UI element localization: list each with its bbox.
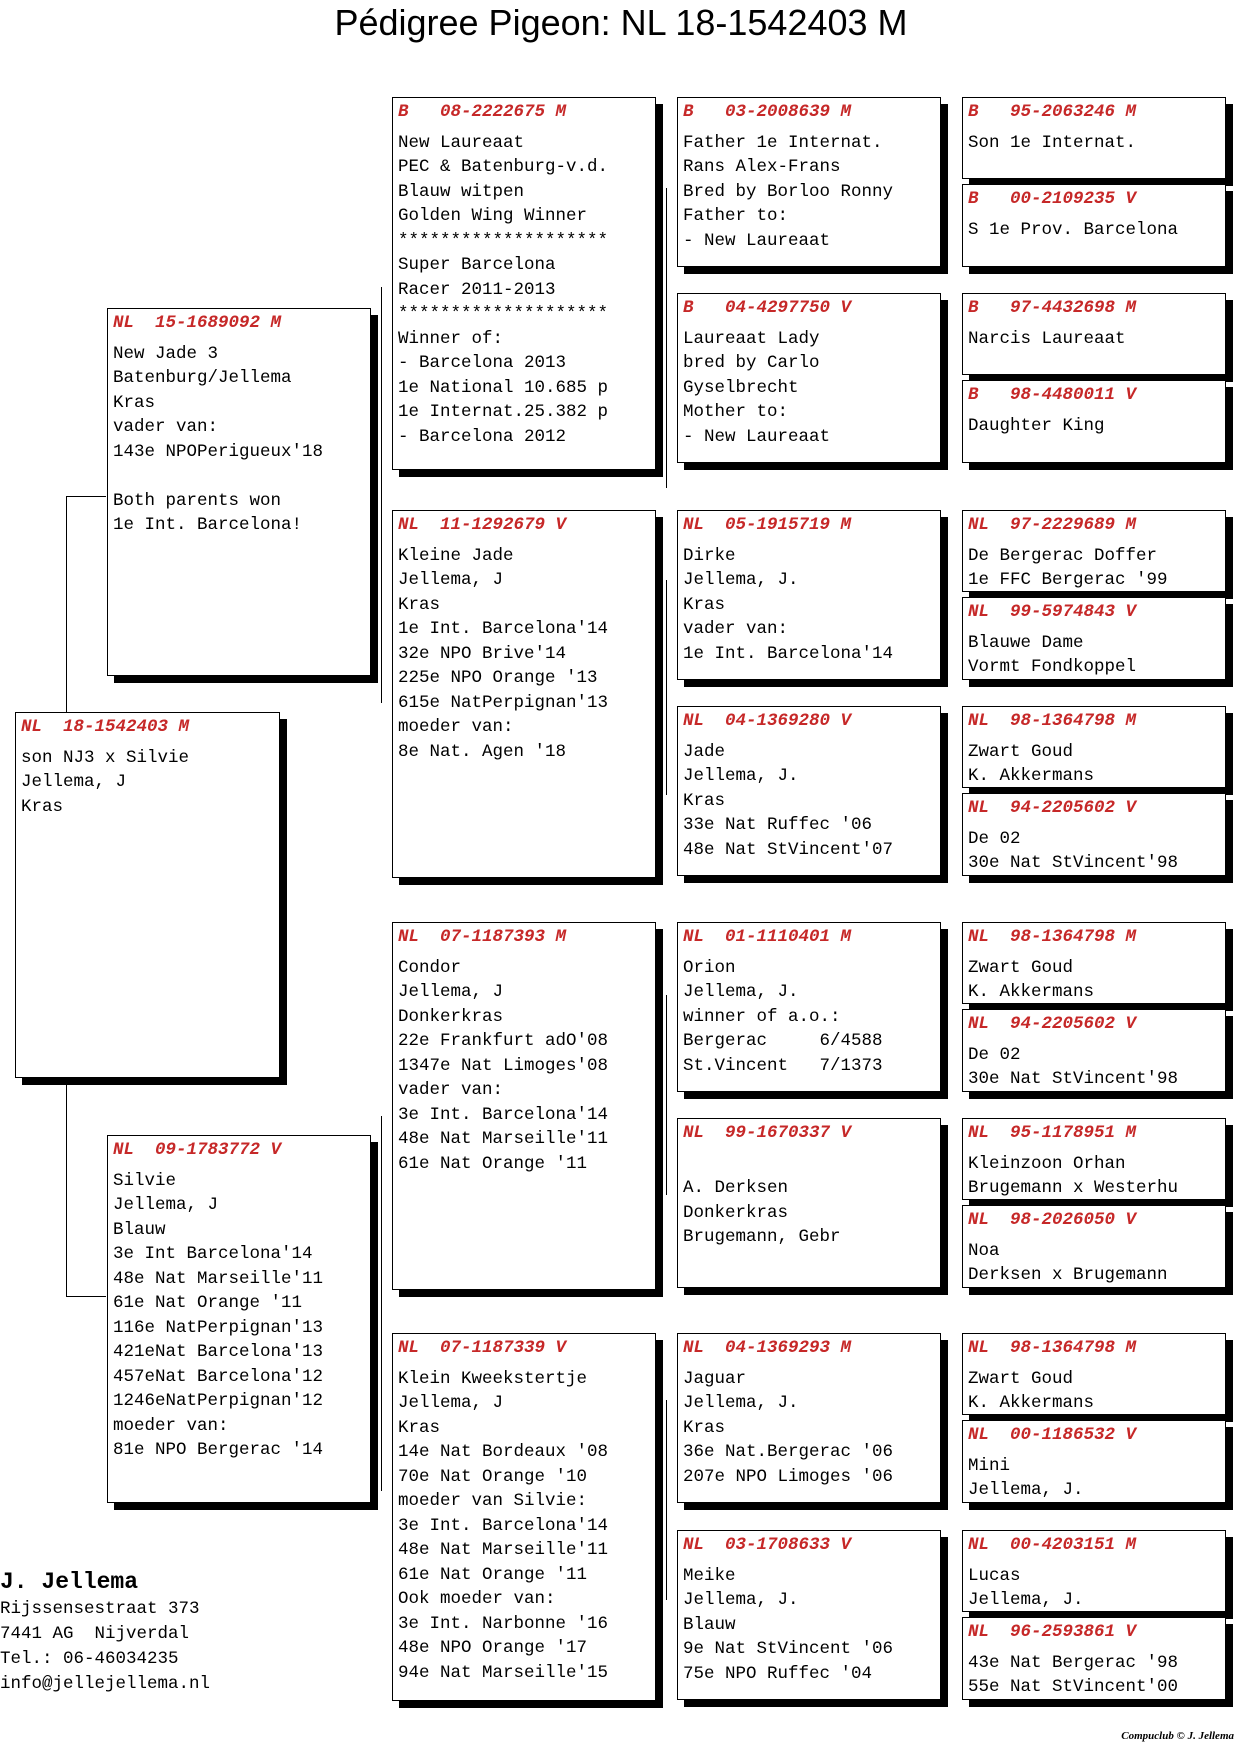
pedigree-line: Brugemann, Gebr bbox=[683, 1227, 841, 1247]
ring-number: NL 94-2205602 V bbox=[968, 1014, 1137, 1034]
ring-number: B 04-4297750 V bbox=[683, 298, 852, 318]
pedigree-line: PEC & Batenburg-v.d. bbox=[398, 157, 609, 177]
pedigree-line: 457eNat Barcelona'12 bbox=[113, 1366, 324, 1387]
pigeon-card bbox=[962, 706, 1226, 788]
ring-number: B 08-2222675 M bbox=[398, 102, 567, 122]
pedigree-line: 1e Int. Barcelona'14 bbox=[398, 619, 609, 639]
credit-text: Compuclub © J. Jellema bbox=[1121, 1730, 1234, 1742]
pigeon-card bbox=[962, 1118, 1226, 1200]
pedigree-line: 9e Nat StVincent '06 bbox=[683, 1639, 894, 1659]
pedigree-line: 1347e Nat Limoges'08 bbox=[398, 1055, 609, 1076]
pedigree-line: De 02 bbox=[968, 1044, 1021, 1065]
pedigree-line: 32e NPO Brive'14 bbox=[398, 643, 567, 664]
pedigree-line: Bred by Borloo Ronny bbox=[683, 181, 894, 202]
pigeon-card bbox=[677, 97, 941, 267]
pedigree-line: 14e Nat Bordeaux '08 bbox=[398, 1442, 609, 1462]
pedigree-line: 225e NPO Orange '13 bbox=[398, 668, 598, 688]
pigeon-card bbox=[962, 1333, 1226, 1415]
pedigree-line: Donkerkras bbox=[398, 1006, 504, 1027]
ring-number: NL 18-1542403 M bbox=[21, 717, 190, 737]
pedigree-line: Both parents won bbox=[113, 490, 282, 511]
pedigree-line: Batenburg/Jellema bbox=[113, 368, 292, 388]
pedigree-line: 48e Nat Marseille'11 bbox=[113, 1268, 324, 1289]
ring-number: B 95-2063246 M bbox=[968, 102, 1137, 122]
pedigree-line: 36e Nat.Bergerac '06 bbox=[683, 1442, 894, 1462]
pedigree-line: moeder van: bbox=[398, 717, 514, 737]
pedigree-line: 61e Nat Orange '11 bbox=[398, 1564, 588, 1585]
pedigree-line: Kras bbox=[398, 594, 441, 615]
ring-number: NL 07-1187393 M bbox=[398, 927, 567, 947]
pedigree-line: 75e NPO Ruffec '04 bbox=[683, 1663, 873, 1684]
ring-number: NL 95-1178951 M bbox=[968, 1123, 1137, 1143]
ring-number: NL 96-2593861 V bbox=[968, 1622, 1137, 1642]
pedigree-line: Kleinzoon Orhan bbox=[968, 1153, 1126, 1174]
pedigree-line: moeder van: bbox=[113, 1415, 229, 1436]
pigeon-card bbox=[677, 1118, 941, 1288]
page-title: Pédigree Pigeon: NL 18-1542403 M bbox=[334, 2, 908, 43]
ring-number: NL 98-2026050 V bbox=[968, 1210, 1137, 1230]
pedigree-line: winner of a.o.: bbox=[683, 1006, 841, 1027]
ring-number: NL 09-1783772 V bbox=[113, 1140, 282, 1160]
pedigree-line: Brugemann x Westerhu bbox=[968, 1178, 1179, 1198]
pedigree-line: Orion bbox=[683, 957, 736, 978]
pedigree-line: Blauwe Dame bbox=[968, 632, 1084, 653]
connector-line bbox=[666, 1400, 667, 1600]
pedigree-line: Blauw bbox=[113, 1219, 166, 1240]
pedigree-line: Father to: bbox=[683, 206, 789, 226]
pedigree-line: ******************** bbox=[398, 230, 609, 251]
pedigree-line: bred by Carlo bbox=[683, 353, 820, 373]
pedigree-line: Mother to: bbox=[683, 402, 789, 422]
pedigree-line: 1e National 10.685 p bbox=[398, 377, 609, 398]
pedigree-line: 116e NatPerpignan'13 bbox=[113, 1317, 324, 1338]
pedigree-line: Daughter King bbox=[968, 415, 1105, 436]
breeder-info bbox=[0, 1567, 210, 1697]
pedigree-line: 1e FFC Bergerac '99 bbox=[968, 570, 1168, 590]
pedigree-line: K. Akkermans bbox=[968, 1393, 1095, 1413]
pedigree-line: 1e Internat.25.382 p bbox=[398, 402, 609, 422]
pedigree-line: Ook moeder van: bbox=[398, 1589, 556, 1609]
connector-line bbox=[666, 188, 667, 488]
ring-number: B 00-2109235 V bbox=[968, 189, 1137, 209]
pedigree-line: - New Laureaat bbox=[683, 230, 831, 251]
pedigree-line: 3e Int Barcelona'14 bbox=[113, 1244, 313, 1264]
connector-line bbox=[381, 287, 382, 703]
pedigree-line: Son 1e Internat. bbox=[968, 132, 1137, 153]
pigeon-card bbox=[962, 922, 1226, 1004]
ring-number: B 03-2008639 M bbox=[683, 102, 852, 122]
pedigree-line bbox=[113, 464, 365, 489]
pigeon-card bbox=[677, 706, 941, 876]
pigeon-card bbox=[107, 308, 371, 676]
ring-number: NL 99-5974843 V bbox=[968, 602, 1137, 622]
ring-number: B 98-4480011 V bbox=[968, 385, 1137, 405]
pedigree-line: 1246eNatPerpignan'12 bbox=[113, 1391, 324, 1411]
pigeon-card bbox=[962, 380, 1226, 463]
pedigree-line: vader van: bbox=[683, 619, 789, 639]
pedigree-line: Condor bbox=[398, 957, 462, 978]
pigeon-card bbox=[677, 922, 941, 1092]
pedigree-line: 615e NatPerpignan'13 bbox=[398, 692, 609, 713]
pigeon-card bbox=[392, 1333, 656, 1701]
pedigree-line: 61e Nat Orange '11 bbox=[398, 1153, 588, 1174]
pedigree-line: Jellema, J. bbox=[683, 766, 799, 786]
pedigree-line: 94e Nat Marseille'15 bbox=[398, 1662, 609, 1683]
pedigree-line: 48e Nat Marseille'11 bbox=[398, 1129, 609, 1149]
pedigree-line: Dirke bbox=[683, 545, 736, 566]
pedigree-line: K. Akkermans bbox=[968, 982, 1095, 1002]
pedigree-line: Golden Wing Winner bbox=[398, 206, 588, 226]
pedigree-line: 30e Nat StVincent'98 bbox=[968, 1069, 1179, 1089]
ring-number: NL 07-1187339 V bbox=[398, 1338, 567, 1358]
pigeon-card bbox=[962, 793, 1226, 876]
pigeon-card bbox=[962, 184, 1226, 267]
ring-number: NL 98-1364798 M bbox=[968, 1338, 1137, 1358]
pedigree-line: 3e Int. Barcelona'14 bbox=[398, 1515, 609, 1536]
pedigree-line: - New Laureaat bbox=[683, 426, 831, 447]
breeder-address: Rijssensestraat 373 bbox=[0, 1599, 200, 1619]
ring-number: NL 98-1364798 M bbox=[968, 711, 1137, 731]
pedigree-line: Zwart Goud bbox=[968, 741, 1074, 762]
pedigree-line: Narcis Laureaat bbox=[968, 328, 1126, 349]
pedigree-line: De Bergerac Doffer bbox=[968, 545, 1158, 566]
pedigree-line: Mini bbox=[968, 1455, 1011, 1476]
pedigree-line: - Barcelona 2012 bbox=[398, 426, 567, 447]
pedigree-line: 70e Nat Orange '10 bbox=[398, 1466, 588, 1487]
ring-number: NL 04-1369293 M bbox=[683, 1338, 852, 1358]
pedigree-line: Bergerac 6/4588 bbox=[683, 1031, 883, 1051]
pigeon-card bbox=[677, 1530, 941, 1700]
pedigree-line: Noa bbox=[968, 1240, 1000, 1261]
pedigree-line: 48e Nat Marseille'11 bbox=[398, 1540, 609, 1560]
ring-number: NL 98-1364798 M bbox=[968, 927, 1137, 947]
pedigree-line bbox=[683, 1152, 935, 1177]
pedigree-line: St.Vincent 7/1373 bbox=[683, 1055, 883, 1076]
breeder-name: J. Jellema bbox=[0, 1569, 139, 1595]
pedigree-line: Vormt Fondkoppel bbox=[968, 657, 1137, 677]
pedigree-line: Zwart Goud bbox=[968, 957, 1074, 978]
pedigree-line: Jellema, J. bbox=[968, 1590, 1084, 1610]
ring-number: B 97-4432698 M bbox=[968, 298, 1137, 318]
pedigree-line: Jellema, J bbox=[398, 570, 504, 590]
pedigree-line: S 1e Prov. Barcelona bbox=[968, 219, 1179, 240]
ring-number: NL 15-1689092 M bbox=[113, 313, 282, 333]
pedigree-line: De 02 bbox=[968, 828, 1021, 849]
pedigree-line: 81e NPO Bergerac '14 bbox=[113, 1440, 324, 1460]
pedigree-line: Jellema, J bbox=[113, 1195, 219, 1215]
pedigree-line: Jellema, J bbox=[21, 772, 127, 792]
pigeon-card bbox=[962, 1617, 1226, 1700]
pedigree-line: Gyselbrecht bbox=[683, 377, 799, 398]
pedigree-line: Klein Kweekstertje bbox=[398, 1368, 588, 1389]
pedigree-line: 143e NPOPerigueux'18 bbox=[113, 441, 324, 462]
pigeon-card bbox=[962, 1205, 1226, 1288]
pedigree-line: vader van: bbox=[398, 1080, 504, 1100]
pedigree-line: Kleine Jade bbox=[398, 545, 514, 566]
pigeon-card bbox=[962, 293, 1226, 375]
pedigree-line: Jellema, J. bbox=[968, 1480, 1084, 1500]
pedigree-line: Silvie bbox=[113, 1170, 177, 1191]
pigeon-card bbox=[962, 1420, 1226, 1503]
pedigree-line: Derksen x Brugemann bbox=[968, 1265, 1168, 1285]
pigeon-card bbox=[677, 510, 941, 680]
pedigree-line: vader van: bbox=[113, 417, 219, 437]
pedigree-line: 8e Nat. Agen '18 bbox=[398, 741, 567, 762]
ring-number: NL 00-4203151 M bbox=[968, 1535, 1137, 1555]
pedigree-line: Jellema, J bbox=[398, 982, 504, 1002]
pigeon-card bbox=[962, 1530, 1226, 1612]
pedigree-line: Kras bbox=[683, 594, 726, 615]
pedigree-line: Kras bbox=[398, 1417, 441, 1438]
pedigree-line: 48e Nat StVincent'07 bbox=[683, 839, 894, 860]
connector-line bbox=[381, 1116, 382, 1491]
pigeon-card bbox=[962, 510, 1226, 592]
connector-line bbox=[666, 995, 667, 1195]
pedigree-line: Kras bbox=[683, 790, 726, 811]
pedigree-line: 3e Int. Barcelona'14 bbox=[398, 1104, 609, 1125]
pigeon-card bbox=[677, 1333, 941, 1503]
ring-number: NL 11-1292679 V bbox=[398, 515, 567, 535]
pedigree-line: Kras bbox=[21, 796, 64, 817]
connector-line bbox=[66, 1296, 106, 1297]
pedigree-line: Jade bbox=[683, 741, 726, 762]
pedigree-line: Winner of: bbox=[398, 328, 504, 349]
pedigree-line: 3e Int. Narbonne '16 bbox=[398, 1613, 609, 1634]
pedigree-line: 1e Int. Barcelona'14 bbox=[683, 643, 894, 664]
pigeon-card bbox=[677, 293, 941, 463]
connector-line bbox=[666, 580, 667, 795]
pedigree-line: K. Akkermans bbox=[968, 766, 1095, 786]
ring-number: NL 94-2205602 V bbox=[968, 798, 1137, 818]
pedigree-line: Kras bbox=[113, 392, 156, 413]
pigeon-card bbox=[962, 597, 1226, 680]
ring-number: NL 00-1186532 V bbox=[968, 1425, 1137, 1445]
pedigree-line: Blauw bbox=[683, 1614, 736, 1635]
pedigree-line: New Laureaat bbox=[398, 132, 525, 153]
pedigree-line: Meike bbox=[683, 1565, 736, 1586]
pedigree-line: 22e Frankfurt adO'08 bbox=[398, 1031, 609, 1051]
pigeon-card bbox=[392, 922, 656, 1290]
pedigree-line: Jellema, J. bbox=[683, 570, 799, 590]
pedigree-line: 30e Nat StVincent'98 bbox=[968, 853, 1179, 873]
pedigree-line: Kras bbox=[683, 1417, 726, 1438]
pedigree-line: Rans Alex-Frans bbox=[683, 157, 841, 177]
pedigree-line: 48e NPO Orange '17 bbox=[398, 1638, 588, 1658]
pedigree-line: Jellema, J bbox=[398, 1393, 504, 1413]
pedigree-line: 1e Int. Barcelona! bbox=[113, 515, 303, 535]
pigeon-card bbox=[15, 712, 280, 1078]
breeder-postal: 7441 AG Nijverdal bbox=[0, 1624, 190, 1644]
pedigree-line: Zwart Goud bbox=[968, 1368, 1074, 1389]
ring-number: NL 05-1915719 M bbox=[683, 515, 852, 535]
pedigree-line: Donkerkras bbox=[683, 1202, 789, 1223]
ring-number: NL 04-1369280 V bbox=[683, 711, 852, 731]
pedigree-line: ******************** bbox=[398, 304, 609, 324]
ring-number: NL 99-1670337 V bbox=[683, 1123, 852, 1143]
ring-number: NL 97-2229689 M bbox=[968, 515, 1137, 535]
pedigree-line: Laureaat Lady bbox=[683, 328, 820, 349]
pedigree-line: Racer 2011-2013 bbox=[398, 279, 556, 300]
pedigree-line: 55e Nat StVincent'00 bbox=[968, 1677, 1179, 1697]
connector-line bbox=[66, 496, 106, 497]
pedigree-line: Super Barcelona bbox=[398, 255, 556, 275]
pedigree-line: Blauw witpen bbox=[398, 181, 525, 202]
pedigree-line: 207e NPO Limoges '06 bbox=[683, 1466, 894, 1487]
pedigree-line: Jaguar bbox=[683, 1368, 747, 1389]
pigeon-card bbox=[962, 1009, 1226, 1092]
pedigree-line: Lucas bbox=[968, 1565, 1021, 1586]
pedigree-line: Jellema, J. bbox=[683, 1590, 799, 1610]
pedigree-line: 43e Nat Bergerac '98 bbox=[968, 1652, 1179, 1673]
pigeon-card bbox=[392, 510, 656, 878]
pedigree-line: moeder van Silvie: bbox=[398, 1491, 588, 1511]
ring-number: NL 01-1110401 M bbox=[683, 927, 852, 947]
pedigree-line: son NJ3 x Silvie bbox=[21, 747, 190, 768]
pedigree-line: Father 1e Internat. bbox=[683, 132, 883, 153]
pedigree-line: Jellema, J. bbox=[683, 1393, 799, 1413]
pedigree-line: 421eNat Barcelona'13 bbox=[113, 1342, 324, 1362]
pedigree-line: Jellema, J. bbox=[683, 982, 799, 1002]
breeder-email: info@jellejellema.nl bbox=[0, 1674, 211, 1694]
pedigree-line: A. Derksen bbox=[683, 1178, 789, 1198]
pigeon-card bbox=[107, 1135, 371, 1503]
pedigree-line: 33e Nat Ruffec '06 bbox=[683, 815, 873, 835]
pigeon-card bbox=[962, 97, 1226, 179]
pigeon-card bbox=[392, 97, 656, 470]
pedigree-line: 61e Nat Orange '11 bbox=[113, 1293, 303, 1313]
breeder-phone: Tel.: 06-46034235 bbox=[0, 1649, 179, 1669]
ring-number: NL 03-1708633 V bbox=[683, 1535, 852, 1555]
pedigree-line: New Jade 3 bbox=[113, 343, 219, 364]
pedigree-line: - Barcelona 2013 bbox=[398, 353, 567, 373]
